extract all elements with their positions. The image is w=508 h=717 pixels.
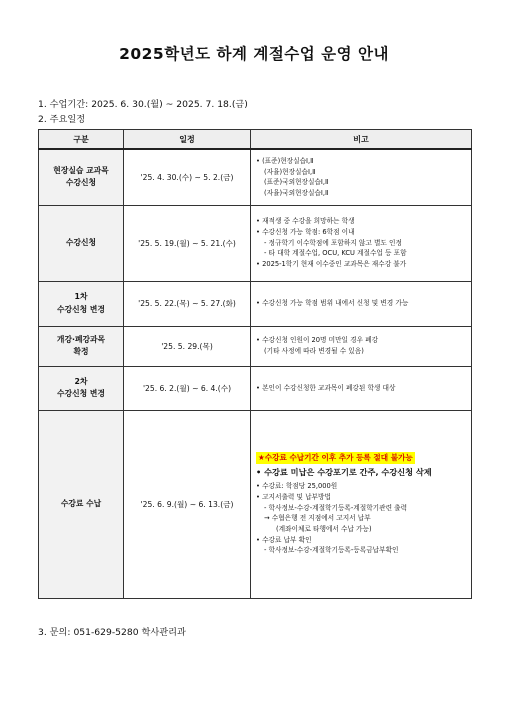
- row-category: 수강료 수납: [39, 410, 124, 598]
- row-date: '25. 6. 9.(월) ~ 6. 13.(금): [124, 410, 251, 598]
- row-category: 개강·폐강과목 확정: [39, 326, 124, 366]
- table-row: [39, 410, 472, 598]
- schedule-heading: 2. 주요일정: [38, 114, 86, 125]
- row-date: '25. 5. 29.(목): [124, 326, 251, 366]
- row-date: '25. 4. 30.(수) ~ 5. 2.(금): [124, 149, 251, 205]
- row-category: 2차 수강신청 변경: [39, 366, 124, 410]
- table-row: [39, 149, 472, 205]
- row-notes: • 본인이 수강신청한 교과목이 폐강된 학생 대상: [251, 366, 472, 410]
- row-date: '25. 6. 2.(월) ~ 6. 4.(수): [124, 366, 251, 410]
- row-date: '25. 5. 19.(월) ~ 5. 21.(수): [124, 205, 251, 281]
- row-notes: • (표준)현장실습Ⅰ,Ⅱ (자율)현장실습Ⅰ,Ⅱ (표준)국외현장실습Ⅰ,Ⅱ (자율)국외현장실습Ⅰ,Ⅱ: [251, 149, 472, 205]
- header-remarks: 비고: [251, 130, 472, 150]
- contact-line: 3. 문의: 051-629-5280 학사관리과: [38, 627, 186, 638]
- schedule-table: [38, 129, 472, 599]
- header-category: 구분: [39, 130, 124, 150]
- row-category: 수강신청: [39, 205, 124, 281]
- row-category: 현장실습 교과목 수강신청: [39, 149, 124, 205]
- table-row: [39, 281, 472, 326]
- row-notes: • 재적생 중 수강을 희망하는 학생 • 수강신청 가능 학점: 6학점 이내 - 정규학기 이수학점에 포함하지 않고 별도 인정 - 타 대학 계절수업, OCU, KCU 계절수업 등 포함 • 2025-1학기 현재 이수중인 교과목은 재수강 불가: [251, 205, 472, 281]
- table-header-row: [39, 130, 472, 150]
- table-row: [39, 326, 472, 366]
- header-schedule: 일정: [124, 130, 251, 150]
- emphasis-note: • 수강료 미납은 수강포기로 간주, 수강신청 삭제: [256, 466, 432, 477]
- table-row: [39, 205, 472, 281]
- warning-highlight: ★수강료 수납기간 이후 추가 등록 절대 불가능: [256, 452, 415, 464]
- row-notes: • 수강신청 가능 학점 범위 내에서 신청 및 변경 가능: [251, 281, 472, 326]
- row-notes: • 수강신청 인원이 20명 미만일 경우 폐강 (기타 사정에 따라 변경될 수 있음): [251, 326, 472, 366]
- period-line: 1. 수업기간: 2025. 6. 30.(월) ~ 2025. 7. 18.(금): [38, 99, 248, 110]
- row-date: '25. 5. 22.(목) ~ 5. 27.(화): [124, 281, 251, 326]
- row-notes: ★수강료 수납기간 이후 추가 등록 절대 불가능 • 수강료 미납은 수강포기로 간주, 수강신청 삭제 • 수강료: 학점당 25,000원 • 고지서출력 및 납부방법 - 학사정보-수강-계절학기등록-계절학기관련 출력 → 수협은행 전 지점에서 고지서 납부 (계좌이체로 타행에서 수납 가능) • 수강료 납부 확인 - 학사정보-수강-계절학기등록-등록금납부확인: [251, 410, 472, 598]
- row-category: 1차 수강신청 변경: [39, 281, 124, 326]
- document-title: 2025학년도 하계 계절수업 운영 안내: [119, 45, 389, 63]
- table-row: [39, 366, 472, 410]
